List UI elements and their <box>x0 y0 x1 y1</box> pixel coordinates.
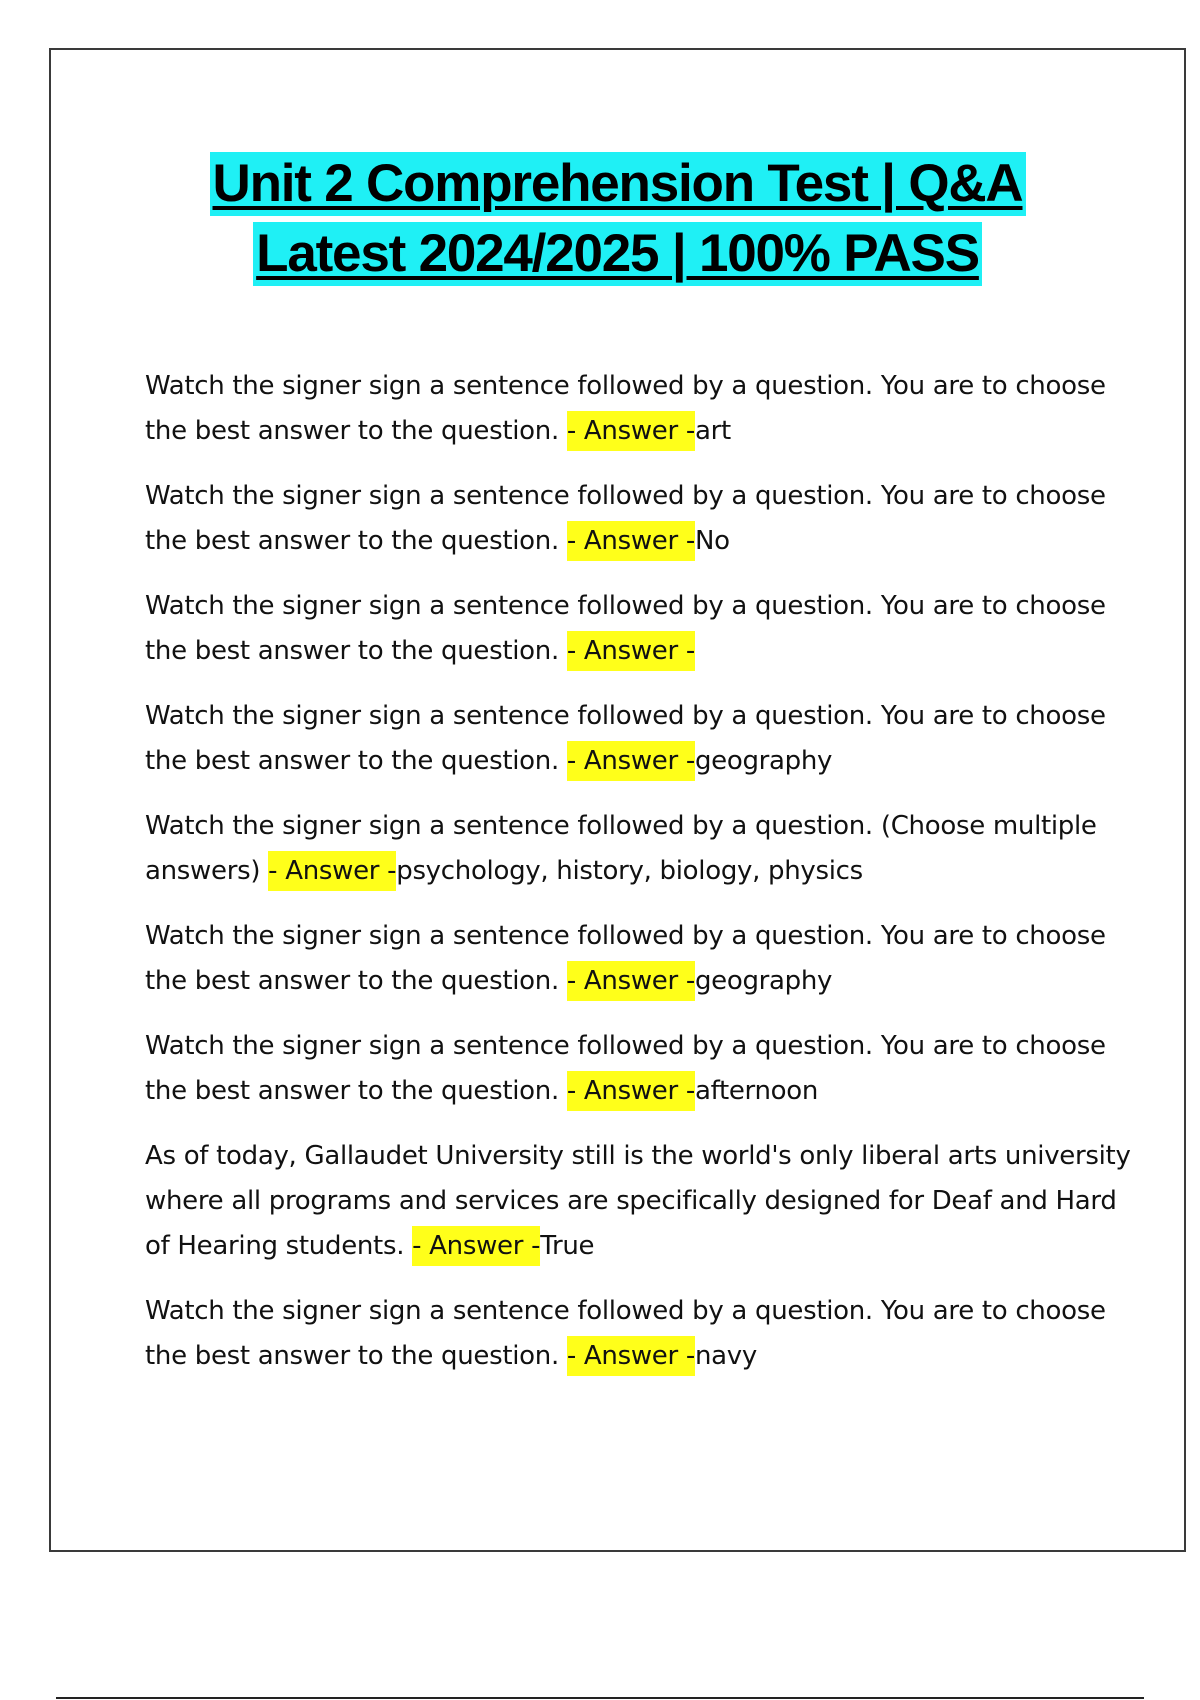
title-line-1: Unit 2 Comprehension Test | Q&A <box>210 152 1026 216</box>
answer-marker: - Answer - <box>567 1336 695 1376</box>
answer-text: geography <box>694 746 833 776</box>
qa-item <box>145 1134 1135 1269</box>
answer-text: art <box>694 416 731 446</box>
qa-item <box>145 1289 1135 1379</box>
answer-text: geography <box>694 966 833 996</box>
qa-item <box>145 584 1135 674</box>
document-title <box>51 146 1184 286</box>
answer-text: No <box>694 526 730 556</box>
title-line-2: Latest 2024/2025 | 100% PASS <box>253 222 982 286</box>
answer-text: psychology, history, biology, physics <box>396 856 863 886</box>
question-text: As of today, Gallaudet University still is the world's only liberal arts university where all programs and services are specifically designed for Deaf and Hard of Hearing students. <box>145 1141 1131 1261</box>
answer-marker: - Answer - <box>567 741 695 781</box>
answer-marker: - Answer - <box>567 411 695 451</box>
answer-marker: - Answer - <box>567 521 695 561</box>
answer-marker: - Answer - <box>567 1071 695 1111</box>
qa-list <box>145 364 1135 1399</box>
answer-text: navy <box>694 1341 757 1371</box>
answer-marker: - Answer - <box>412 1226 540 1266</box>
answer-marker: - Answer - <box>567 631 695 671</box>
qa-item <box>145 364 1135 454</box>
question-text: Watch the signer sign a sentence followed by a question. You are to choose the best answer to the question. <box>145 371 1106 446</box>
question-text: Watch the signer sign a sentence followed by a question. You are to choose the best answer to the question. <box>145 921 1106 996</box>
qa-item <box>145 914 1135 1004</box>
qa-item <box>145 1024 1135 1114</box>
qa-item <box>145 474 1135 564</box>
question-text: Watch the signer sign a sentence followed by a question. (Choose multiple answers) <box>145 811 1097 886</box>
answer-text: True <box>540 1231 595 1261</box>
answer-marker: - Answer - <box>567 961 695 1001</box>
answer-marker: - Answer - <box>268 851 396 891</box>
question-text: Watch the signer sign a sentence followed by a question. You are to choose the best answer to the question. <box>145 481 1106 556</box>
answer-text: afternoon <box>694 1076 819 1106</box>
question-text: Watch the signer sign a sentence followed by a question. You are to choose the best answer to the question. <box>145 701 1106 776</box>
question-text: Watch the signer sign a sentence followed by a question. You are to choose the best answer to the question. <box>145 591 1106 666</box>
page-divider <box>56 1697 1144 1699</box>
question-text: Watch the signer sign a sentence followed by a question. You are to choose the best answer to the question. <box>145 1296 1106 1371</box>
qa-item <box>145 804 1135 894</box>
document-page <box>49 48 1186 1552</box>
question-text: Watch the signer sign a sentence followed by a question. You are to choose the best answer to the question. <box>145 1031 1106 1106</box>
qa-item <box>145 694 1135 784</box>
